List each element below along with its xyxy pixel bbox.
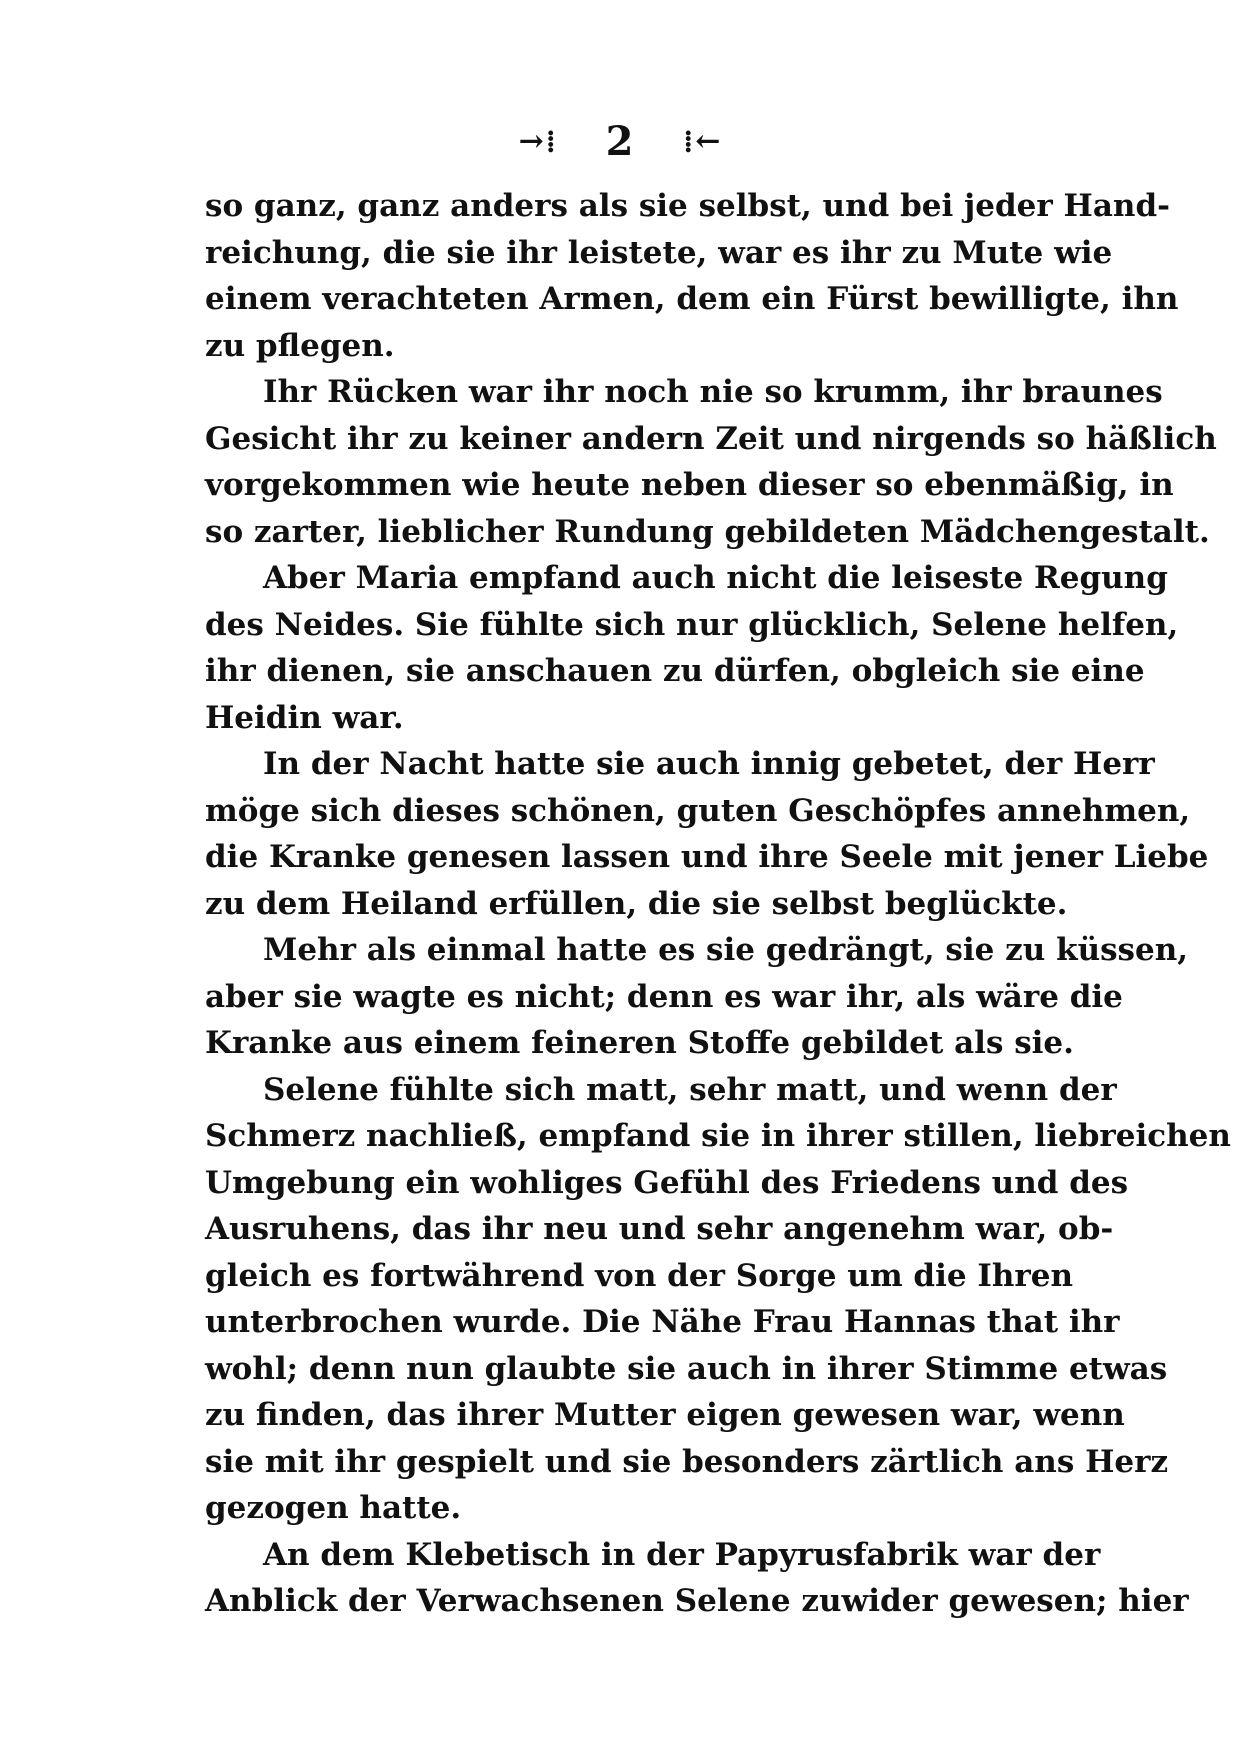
text-line: des Neides. Sie fühlte sich nur glücklich, Selene helfen, (205, 606, 1179, 643)
paragraph (205, 1532, 1189, 1625)
text-line: die Kranke genesen lassen und ihre Seele mit jener Liebe (205, 839, 1209, 875)
text-line: Gesicht ihr zu keiner andern Zeit und nirgends so häßlich (205, 420, 1217, 457)
paragraph (205, 369, 1217, 555)
text-line: Selene fühlte sich matt, sehr matt, und wenn der (263, 1071, 1117, 1108)
left-ornament-icon: →⁞ (518, 124, 558, 159)
text-line: reichung, die sie ihr leistete, war es ihr zu Mute wie (205, 234, 1113, 271)
text-line: zu finden, das ihrer Mutter eigen gewesen war, wenn (205, 1397, 1125, 1433)
text-line: ihr dienen, sie anschauen zu dürfen, obgleich sie eine (205, 653, 1145, 689)
text-line: An dem Klebetisch in der Papyrusfabrik war der (263, 1536, 1101, 1573)
text-line: Schmerz nachließ, empfand sie in ihrer stillen, liebreichen (205, 1118, 1231, 1154)
text-line: unterbrochen wurde. Die Nähe Frau Hannas that ihr (205, 1304, 1120, 1340)
page-number: 2 (605, 118, 636, 165)
text-line: einem verachteten Armen, dem ein Fürst bewilligte, ihn (205, 281, 1179, 317)
text-line: so zarter, lieblicher Rundung gebildeten Mädchengestalt. (205, 513, 1210, 550)
page-header (0, 118, 1241, 165)
text-line: Mehr als einmal hatte es sie gedrängt, sie zu küssen, (263, 932, 1189, 968)
text-line: gezogen hatte. (205, 1490, 462, 1526)
text-line: Anblick der Verwachsenen Selene zuwider gewesen; hier (205, 1583, 1189, 1619)
text-line: wohl; denn nun glaubte sie auch in ihrer Stimme etwas (205, 1350, 1168, 1387)
text-line: gleich es fortwährend von der Sorge um die Ihren (205, 1257, 1074, 1294)
paragraph (205, 555, 1179, 741)
text-line: so ganz, ganz anders als sie selbst, und bei jeder Hand- (205, 188, 1170, 224)
text-line: In der Nacht hatte sie auch innig gebetet, der Herr (263, 746, 1155, 782)
paragraph (205, 927, 1189, 1067)
text-line: zu dem Heiland erfüllen, die sie selbst beglückte. (205, 885, 1068, 922)
right-ornament-icon: ⁞← (683, 124, 723, 159)
text-line: aber sie wagte es nicht; denn es war ihr, als wäre die (205, 978, 1123, 1015)
text-line: Kranke aus einem feineren Stoffe gebildet als sie. (205, 1025, 1074, 1061)
paragraph (205, 741, 1209, 927)
text-line: sie mit ihr gespielt und sie besonders zärtlich ans Herz (205, 1443, 1169, 1480)
text-line: vorgekommen wie heute neben dieser so ebenmäßig, in (205, 467, 1174, 503)
text-line: zu pflegen. (205, 327, 395, 364)
text-line: Ausruhens, das ihr neu und sehr angenehm war, ob- (205, 1211, 1114, 1247)
text-line: Heidin war. (205, 699, 404, 736)
text-line: Aber Maria empfand auch nicht die leiseste Regung (263, 560, 1168, 596)
paragraph (205, 1067, 1231, 1532)
paragraph (205, 183, 1179, 369)
text-line: möge sich dieses schönen, guten Geschöpfes annehmen, (205, 792, 1191, 829)
body-text (205, 183, 1231, 1625)
text-line: Umgebung ein wohliges Gefühl des Friedens und des (205, 1164, 1129, 1201)
text-line: Ihr Rücken war ihr noch nie so krumm, ihr braunes (263, 374, 1163, 410)
